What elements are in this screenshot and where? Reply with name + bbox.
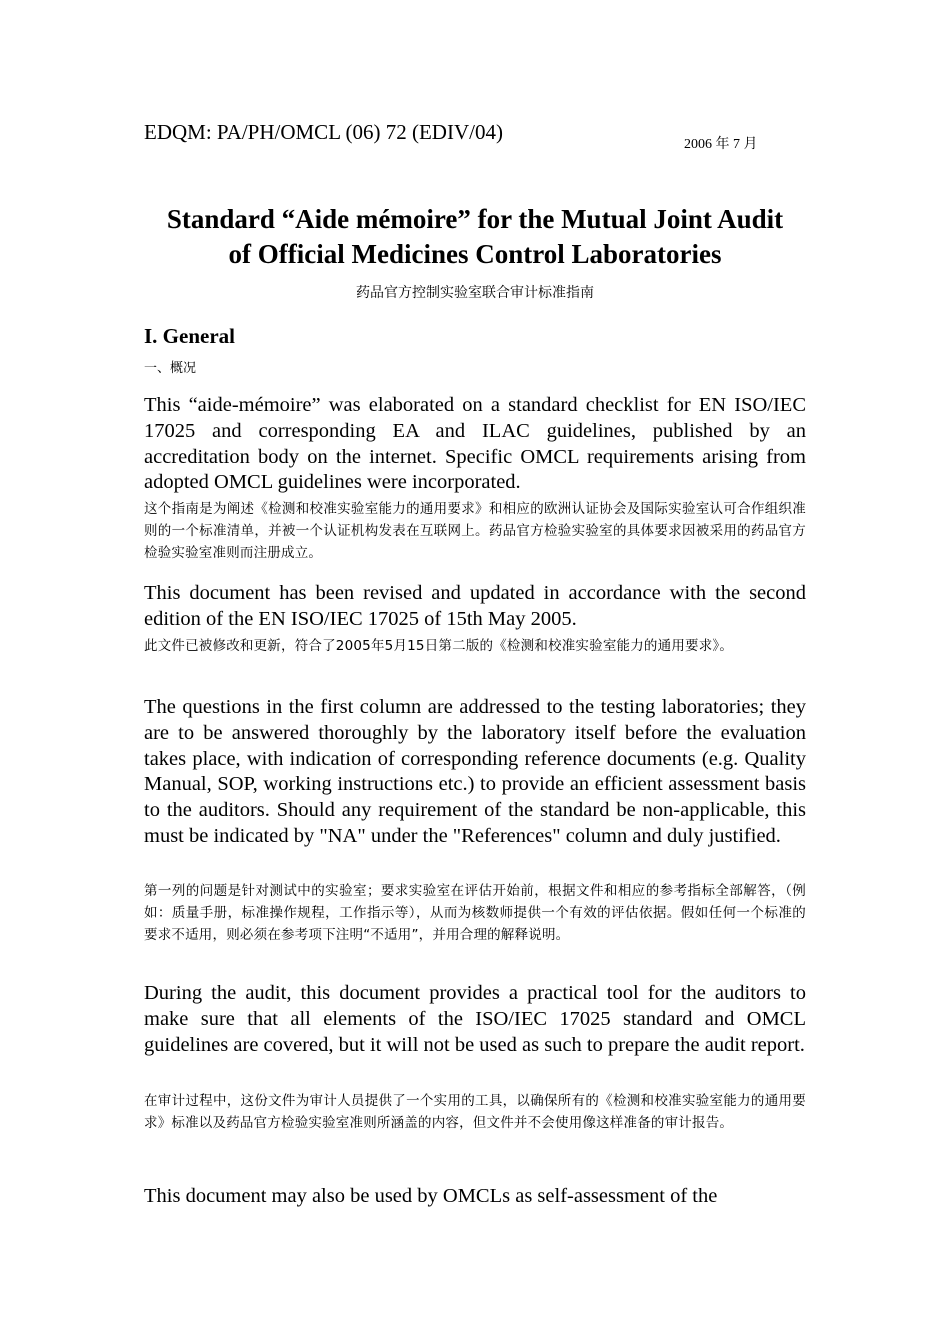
paragraph-3-zh: 第一列的问题是针对测试中的实验室；要求实验室在评估开始前，根据文件和相应的参考指标全部解答，（例如：质量手册，标准操作规程，工作指示等），从而为核数师提供一个有效的评估依据。假如任何一个标准的要求不适用，则必须在参考项下注明“不适用”，并用合理的解释说明。 [144, 883, 806, 943]
paragraph-4-zh: 在审计过程中，这份文件为审计人员提供了一个实用的工具，以确保所有的《检测和校准实验室能力的通用要求》标准以及药品官方检验实验室准则所涵盖的内容，但文件并不会使用像这样准备的审计报告。 [144, 1093, 806, 1131]
title-line-2: of Official Medicines Control Laboratories [228, 239, 722, 269]
section-heading-zh: 一、概况 [144, 361, 197, 376]
document-date: 2006 年 7 月 [684, 137, 758, 152]
document-subtitle-zh: 药品官方控制实验室联合审计标准指南 [356, 285, 594, 301]
document-reference: EDQM: PA/PH/OMCL (06) 72 (EDIV/04) [144, 120, 503, 144]
paragraph-5-en: This document may also be used by OMCLs as self-assessment of the [144, 1185, 718, 1207]
paragraph-1-en: This “aide-mémoire” was elaborated on a standard checklist for EN ISO/IEC 17025 and corresponding EA and ILAC guidelines, published by an accreditation body on the internet. Specific OMCL requirements arising from adopted OMCL guidelines were incorporated. [144, 394, 806, 494]
paragraph-1-zh: 这个指南是为阐述《检测和校准实验室能力的通用要求》和相应的欧洲认证协会及国际实验室认可合作组织准则的一个标准清单，并被一个认证机构发表在互联网上。药品官方检验实验室的具体要求因被采用的药品官方检验实验室准则而注册成立。 [144, 501, 806, 561]
paragraph-4-en: During the audit, this document provides a practical tool for the auditors to make sure that all elements of the ISO/IEC 17025 standard and OMCL guidelines are covered, but it will not be used as such to prepare the audit report. [144, 982, 806, 1056]
paragraph-3-en: The questions in the first column are addressed to the testing laboratories; they are to be answered thoroughly by the laboratory itself before the evaluation takes place, with indication of corresponding reference documents (e.g. Quality Manual, SOP, working instructions etc.) to provide an efficient assessment basis to the auditors. Should any requirement of the standard be non-applicable, this must be indicated by "NA" under the "References" column and duly justified. [144, 696, 806, 847]
document-title [120, 202, 830, 272]
paragraph-2-en: This document has been revised and updated in accordance with the second edition of the EN ISO/IEC 17025 of 15th May 2005. [144, 582, 806, 630]
section-heading: I. General [144, 324, 235, 348]
title-line-1: Standard “Aide mémoire” for the Mutual Joint Audit [166, 204, 784, 234]
paragraph-2-zh: 此文件已被修改和更新，符合了2005年5月15日第二版的《检测和校准实验室能力的通用要求》。 [144, 638, 734, 654]
